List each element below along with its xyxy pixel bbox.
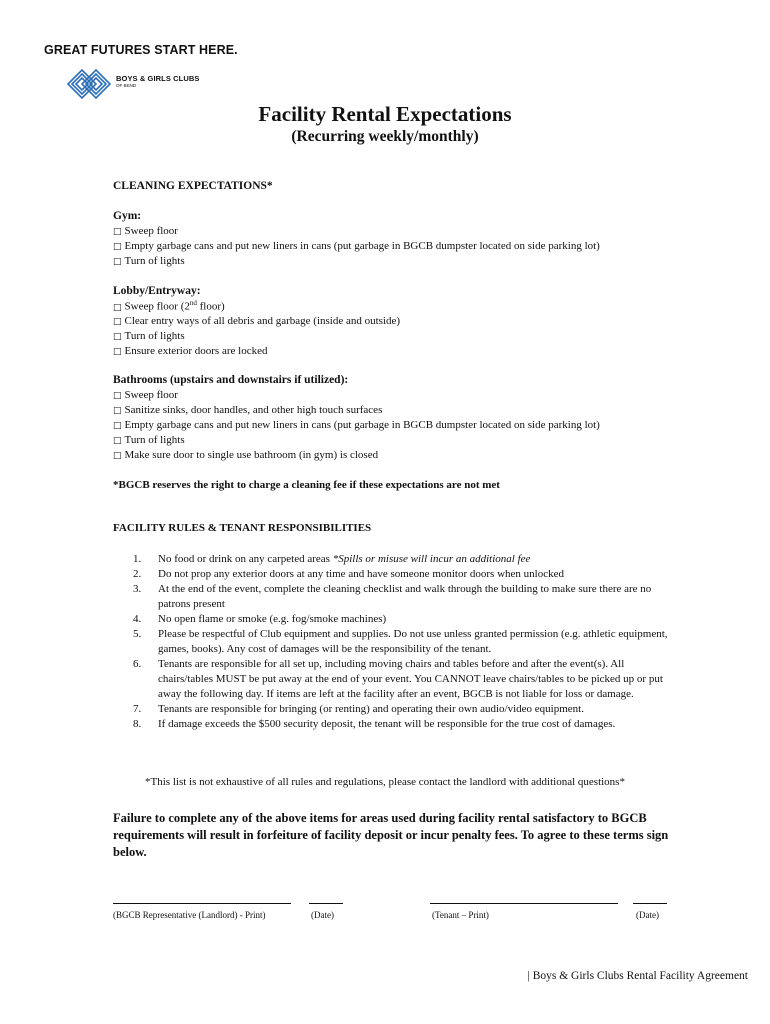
bathrooms-heading: Bathrooms (upstairs and downstairs if utilized): (113, 374, 349, 386)
signature-line-tenant[interactable] (430, 903, 618, 904)
checkbox-icon[interactable]: □ (113, 227, 122, 237)
checkbox-icon[interactable]: □ (113, 451, 122, 461)
boys-girls-clubs-hands-logo-icon (66, 64, 112, 102)
cleaning-fee-note: *BGCB reserves the right to charge a cleaning fee if these expectations are not met (113, 479, 500, 491)
checkbox-icon[interactable]: □ (113, 391, 122, 401)
disclaimer: *This list is not exhaustive of all rules and regulations, please contact the landlord with additional questions* (145, 776, 625, 788)
checkbox-icon[interactable]: □ (113, 332, 122, 342)
rule-item: 4. No open flame or smoke (e.g. fog/smoke machines) (133, 613, 387, 625)
lobby-item: □ Turn of lights (113, 330, 185, 342)
checkbox-icon[interactable]: □ (113, 242, 122, 252)
checkbox-icon[interactable]: □ (113, 257, 122, 267)
page-title: Facility Rental Expectations (258, 102, 512, 126)
checkbox-icon[interactable]: □ (113, 436, 122, 446)
signature-label: (Date) (636, 910, 659, 920)
bathroom-item: □ Turn of lights (113, 434, 185, 446)
signature-line-tenant-date[interactable] (633, 903, 667, 904)
org-name: BOYS & GIRLS CLUBS (116, 74, 200, 83)
lobby-item: □ Sweep floor (2nd floor) (113, 299, 225, 313)
signature-label: (Tenant – Print) (432, 910, 489, 920)
signature-label: (Date) (311, 910, 334, 920)
cleaning-heading: CLEANING EXPECTATIONS* (113, 180, 273, 192)
lobby-heading: Lobby/Entryway: (113, 285, 201, 297)
rule-item: 8. If damage exceeds the $500 security deposit, the tenant will be responsible for the true cost of damages. (133, 718, 616, 730)
bathroom-item: □ Empty garbage cans and put new liners in cans (put garbage in BGCB dumpster located on side parking lot) (113, 419, 600, 431)
tagline: GREAT FUTURES START HERE. (44, 43, 238, 57)
checkbox-icon[interactable]: □ (113, 421, 122, 431)
signature-line-landlord-date[interactable] (309, 903, 343, 904)
gym-heading: Gym: (113, 210, 142, 222)
bathroom-item: □ Make sure door to single use bathroom (in gym) is closed (113, 449, 379, 461)
failure-statement: Failure to complete any of the above items for areas used during facility rental satisfactory to BGCB requirements will result in forfeiture of facility deposit or incur penalty fees. To agree to these terms sign below. (113, 811, 669, 859)
rule-item: 5. Please be respectful of Club equipment and supplies. Do not use unless granted permission (e.g. athletic equipment, games, books). Any cost of damages will be the responsibility of the tenant. (133, 628, 668, 655)
org-sub: OF BEND (116, 83, 137, 88)
rule-item: 7. Tenants are responsible for bringing (or renting) and operating their own audio/video equipment. (133, 703, 584, 715)
rules-list (113, 552, 673, 732)
bathroom-item: □ Sanitize sinks, door handles, and other high touch surfaces (113, 404, 383, 416)
signature-line-landlord[interactable] (113, 903, 291, 904)
lobby-item: □ Clear entry ways of all debris and garbage (inside and outside) (113, 315, 401, 327)
bathroom-item: □ Sweep floor (113, 389, 178, 401)
footer-text: | Boys & Girls Clubs Rental Facility Agreement (527, 970, 748, 982)
page-subtitle: (Recurring weekly/monthly) (291, 128, 479, 145)
lobby-item: □ Ensure exterior doors are locked (113, 345, 268, 357)
rule-item: 6. Tenants are responsible for all set up, including moving chairs and tables before and after the event(s). All chairs/tables MUST be put away at the end of your event. You CANNOT leave chairs/tables to be picked up or put away the following day. If items are left at the facility after an event, BGCB is not liable for loss or damage. (133, 658, 663, 700)
rule-item: 1. No food or drink on any carpeted areas *Spills or misuse will incur an additional fee (133, 553, 531, 565)
gym-item: □ Empty garbage cans and put new liners in cans (put garbage in BGCB dumpster located on side parking lot) (113, 240, 600, 252)
gym-item: □ Turn of lights (113, 255, 185, 267)
checkbox-icon[interactable]: □ (113, 347, 122, 357)
rules-heading: FACILITY RULES & TENANT RESPONSIBILITIES (113, 522, 372, 534)
checkbox-icon[interactable]: □ (113, 302, 122, 313)
rule-item: 2. Do not prop any exterior doors at any time and have someone monitor doors when unlocked (133, 568, 564, 580)
checkbox-icon[interactable]: □ (113, 406, 122, 416)
rule-item: 3. At the end of the event, complete the cleaning checklist and walk through the building to make sure there are no patrons present (133, 583, 652, 610)
checkbox-icon[interactable]: □ (113, 317, 122, 327)
gym-item: □ Sweep floor (113, 225, 178, 237)
signature-label: (BGCB Representative (Landlord) - Print) (113, 910, 266, 920)
